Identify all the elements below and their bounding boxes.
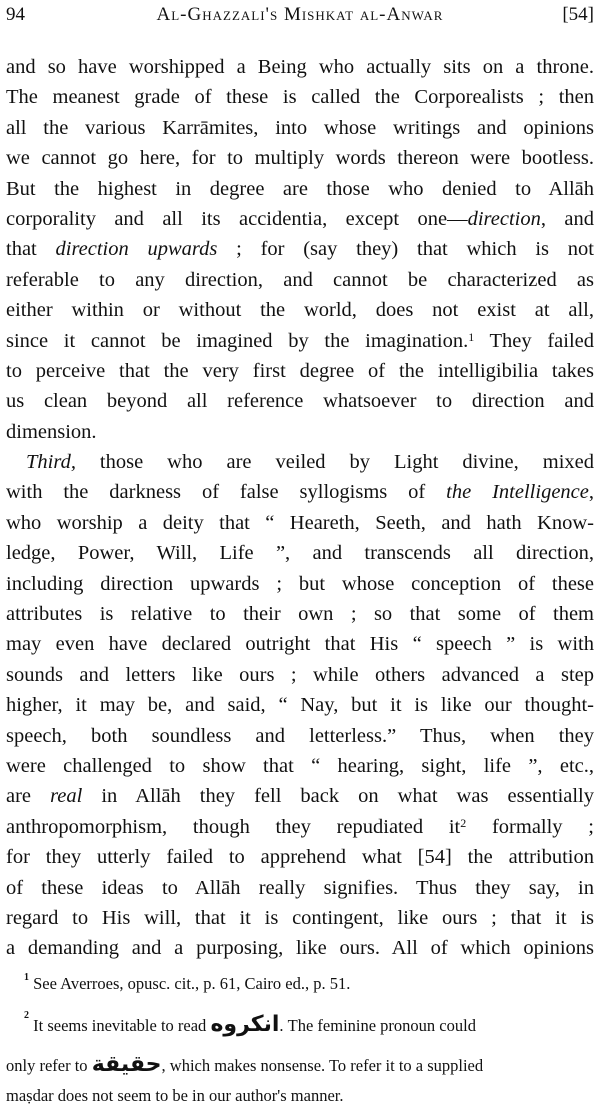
section-marker: [54] [562,4,594,25]
text-line: with the darkness of false syllogisms of the Intelligence, [6,481,594,504]
text-line: since it cannot be imagined by the imagination.$^1$ They failed [6,329,594,352]
text-line: may even have declared outright that His “ speech ” is with [6,633,594,656]
text-line: sounds and letters like ours ; while others advanced a step [6,663,594,686]
text-line: of these ideas to Allāh really signifies. Thus they say, in [6,876,594,899]
text-line: anthropomorphism, though they repudiated $it^2$ formally ; [6,815,594,838]
page-number: 94 [6,4,25,25]
text-line: for they utterly failed to apprehend what [54] the attribution [6,846,594,869]
text-line: and so have worshipped a Being who actually sits on a throne. [6,56,594,78]
text-line: ledge, Power, Will, Life ”, and transcends all direction, [6,542,594,565]
text-line: we cannot go here, for to multiply words thereon were bootless. [6,147,594,170]
footnote-mark: 2 [24,1010,29,1021]
arabic-word: حقيقة [91,1052,162,1077]
footnote-ref: 2 [460,815,467,830]
text-line: are real in Allāh they fell back on what was essentially [6,785,594,808]
footnote-2: $^2$ It seems inevitable to read انكروه. The feminine pronoun could [24,1010,476,1037]
text-line: to perceive that the very first degree of the intelligibilia takes [6,359,594,382]
text-line: all the various Karrāmites, into whose writings and opinions [6,116,594,139]
text-line: Third, those who are veiled by Light divine, mixed [26,451,594,474]
footnote-2-continued: only refer to حقيقة, which makes nonsense. To refer it to a supplied [6,1052,484,1077]
text-line: attributes is relative to their own ; so that some of them [6,603,594,626]
text-line: But the highest in degree are those who denied to Allāh [6,177,594,200]
footnote-text: See Averroes, opusc. cit., p. 61, Cairo ed., p. 51. [33,974,351,993]
text-line: referable to any direction, and cannot be characterized as [6,268,594,291]
main-text [6,52,594,964]
text-line: who worship a deity that “ Heareth, Seeth, and hath Know- [6,511,594,534]
arabic-word: انكروه [210,1012,280,1037]
text-line: regard to His will, that it is contingent, like ours ; that it is [6,906,594,929]
footnote-ref: 1 [468,329,475,344]
footnote-mark: 1 [24,972,29,983]
footnote-text: It seems inevitable to read [33,1016,207,1035]
text-line: corporality and all its accidentia, except one—direction, and [6,207,594,230]
text-line: that direction upwards ; for (say they) that which is not [6,238,594,261]
text-line: dimension. [6,420,97,443]
text-line: either within or without the world, does not exist at all, [6,299,594,322]
running-header [6,4,594,28]
footnote-1 [24,974,350,994]
text-line: were challenged to show that “ hearing, sight, life ”, etc., [6,754,594,777]
text-line: The meanest grade of these is called the Corporealists ; then [6,86,594,109]
text-line: speech, both soundless and letterless.” Thus, when they [6,724,594,747]
text-line: a demanding and a purposing, like ours. All of which opinions [6,937,594,960]
footnote-2-end: maṣdar does not seem to be in our author's manner. [6,1086,344,1105]
text-line: higher, it may be, and said, “ Nay, but it is like our thought- [6,694,594,717]
running-title: Al-Ghazzali's Mishkat al-Anwar [156,4,444,25]
text-line: including direction upwards ; but whose conception of these [6,572,594,595]
text-line: us clean beyond all reference whatsoever to direction and [6,390,594,413]
